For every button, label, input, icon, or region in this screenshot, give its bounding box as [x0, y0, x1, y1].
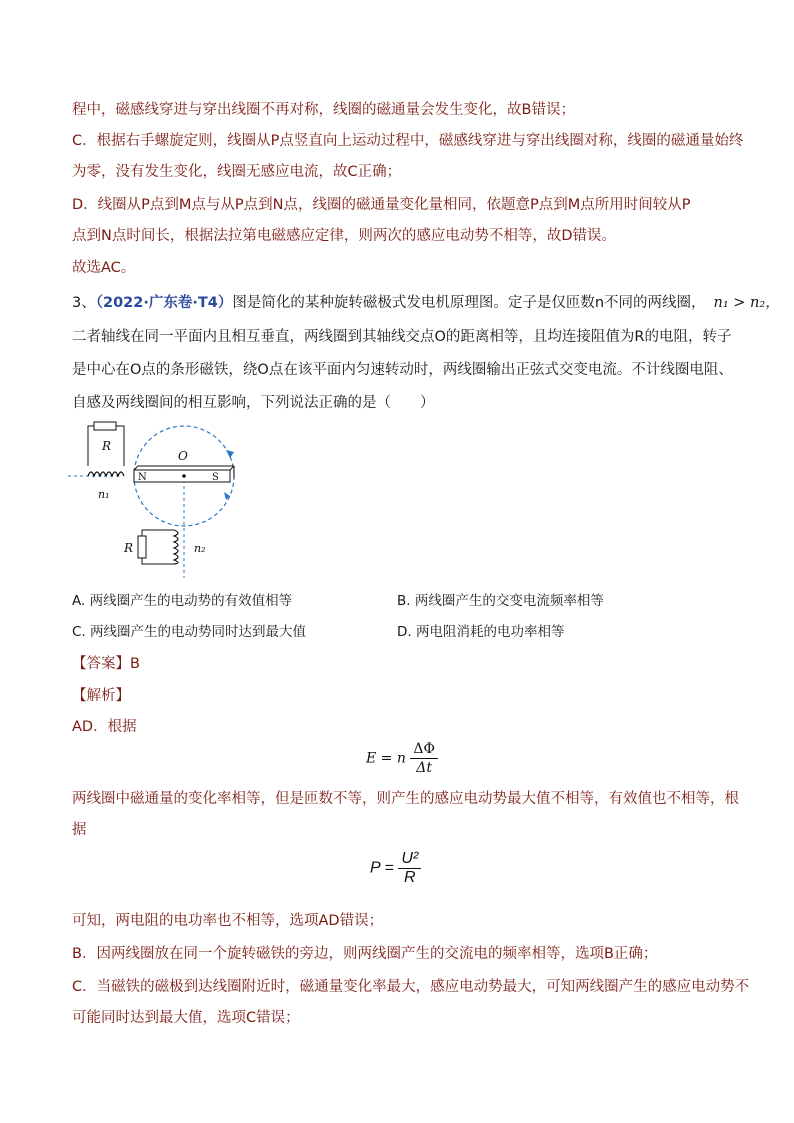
analysis-line: 两线圈中磁通量的变化率相等，但是匝数不等，则产生的感应电动势最大值不相等，有效值也不相等，根: [72, 791, 739, 807]
magnet-edge: [230, 466, 234, 470]
label-r-bottom: R: [124, 541, 134, 555]
wire: [142, 530, 174, 564]
formula-power: [370, 850, 421, 887]
arrow-icon: [226, 450, 234, 458]
fraction-numerator: ΔΦ: [410, 740, 438, 759]
analysis-line: AD．根据: [72, 719, 137, 735]
formula-lhs: P =: [370, 859, 394, 877]
text-line: 故选AC。: [72, 260, 136, 276]
option-c: C. 两线圈产生的电动势同时达到最大值: [72, 624, 307, 640]
text-line: 程中，磁感线穿进与穿出线圈不再对称，线圈的磁通量会发生变化，故B错误；: [72, 102, 575, 118]
question-text: 图是简化的某种旋转磁极式发电机原理图。定子是仅匝数n不同的两线圈，: [232, 295, 706, 311]
label-n1: n₁: [98, 488, 110, 501]
analysis-line: 可能同时达到最大值，选项C错误；: [72, 1010, 300, 1026]
fraction-denominator: R: [403, 869, 416, 886]
fraction: [398, 850, 421, 887]
resistor-top: [94, 422, 116, 430]
text-line: 为零，没有发生变化，线圈无感应电流，故C正确；: [72, 164, 402, 180]
text-line: C．根据右手螺旋定则，线圈从P点竖直向上运动过程中，磁感线穿进与穿出线圈对称，线圈的磁通量始终: [72, 133, 744, 149]
label-r-top: R: [102, 439, 112, 453]
fraction-numerator: U²: [398, 850, 421, 869]
formula-lhs: E = n: [366, 750, 406, 767]
analysis-line: 可知，两电阻的电功率也不相等，选项AD错误；: [72, 913, 384, 929]
fraction: [410, 740, 438, 777]
generator-diagram: [68, 420, 248, 590]
analysis-title: 【解析】: [72, 688, 130, 704]
option-a: A. 两线圈产生的电动势的有效值相等: [72, 593, 293, 609]
question-line: 自感及两线圈间的相互影响，下列说法正确的是（ ）: [72, 395, 435, 411]
question-line: 是中心在O点的条形磁铁，绕O点在该平面内匀速转动时，两线圈输出正弦式交变电流。不计线圈电阻、: [72, 362, 733, 378]
label-n: N: [138, 472, 147, 483]
question-line: 二者轴线在同一平面内且相互垂直，两线圈到其轴线交点O的距离相等，且均连接阻值为R的电阻，转子: [72, 329, 732, 345]
analysis-line: C．当磁铁的磁极到达线圈附近时，磁通量变化率最大，感应电动势最大，可知两线圈产生的感应电动势不: [72, 979, 750, 995]
coil-n1: [88, 472, 124, 476]
question-math: n₁ > n₂，: [713, 295, 780, 311]
label-n2: n₂: [194, 542, 206, 555]
label-s: S: [212, 472, 219, 483]
analysis-line: B．因两线圈放在同一个旋转磁铁的旁边，则两线圈产生的交流电的频率相等，选项B正确；: [72, 946, 658, 962]
answer: 【答案】B: [72, 656, 140, 672]
option-d: D. 两电阻消耗的电功率相等: [397, 624, 565, 640]
question-number: 3、: [72, 295, 96, 311]
formula-emf: [366, 740, 438, 777]
resistor-bottom: [138, 536, 146, 558]
fraction-denominator: Δt: [416, 760, 432, 776]
option-b: B. 两线圈产生的交变电流频率相等: [397, 593, 604, 609]
center-point: [182, 474, 186, 478]
coil-n2: [174, 530, 178, 564]
question-line: [72, 293, 780, 313]
text-line: D．线圈从P点到M点与从P点到N点，线圈的磁通量变化量相同，依题意P点到M点所用时间较从P: [72, 197, 691, 213]
question-source: （2022·广东卷·T4）: [95, 295, 233, 311]
text-line: 点到N点时间长，根据法拉第电磁感应定律，则两次的感应电动势不相等，故D错误。: [72, 228, 617, 244]
analysis-line: 据: [72, 822, 87, 838]
label-o: O: [178, 449, 188, 463]
